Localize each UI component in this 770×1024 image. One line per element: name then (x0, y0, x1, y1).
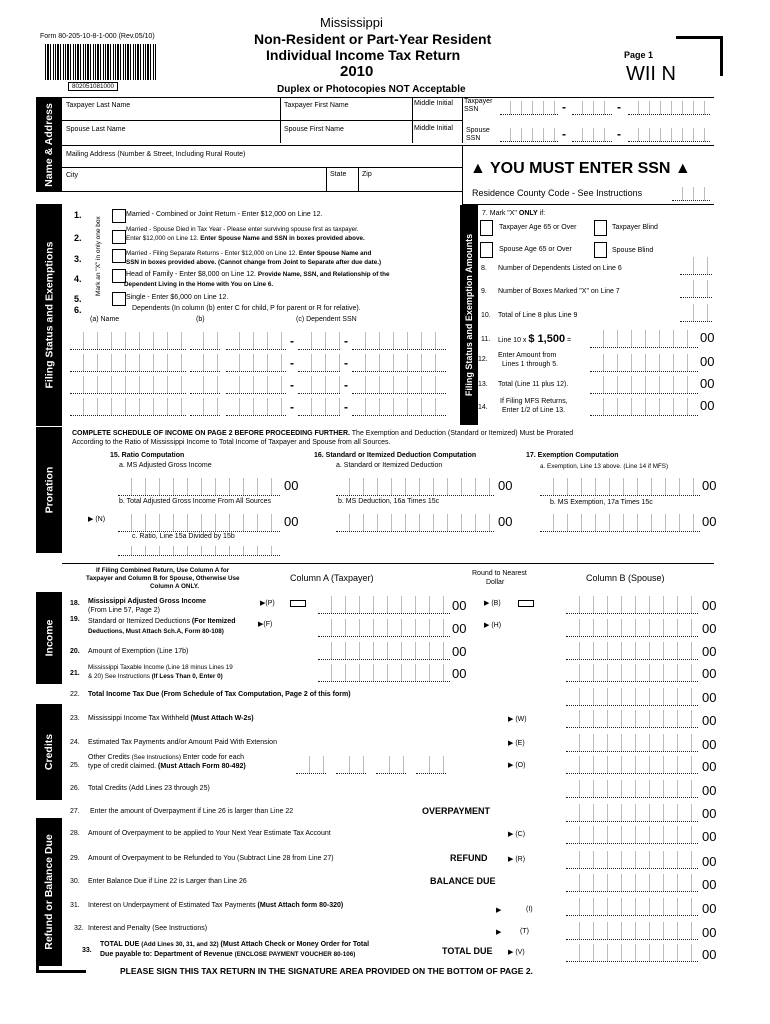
dependent-ssn-part2[interactable] (298, 354, 340, 372)
county-code-input[interactable] (672, 187, 710, 201)
line26-text: Total Credits (Add Lines 23 through 25) (88, 785, 210, 792)
line13-text: Total (Line 11 plus 12). (498, 381, 569, 388)
must-enter-ssn: ▲ YOU MUST ENTER SSN ▲ (470, 160, 691, 177)
line5-text: Single - Enter $6,000 on Line 12. (126, 294, 229, 301)
play-arrow-icon: ▶ (508, 949, 514, 956)
triangle-icon: ▲ (470, 160, 486, 177)
credit-code-4[interactable] (416, 756, 446, 774)
line15a-input[interactable] (118, 478, 280, 496)
dependent-ssn-part1[interactable] (226, 332, 286, 350)
balance-due-label: BALANCE DUE (430, 876, 496, 886)
dependent-ssn-part2[interactable] (298, 376, 340, 394)
line2-text: Enter $12,000 on Line 12. Enter Spouse Name and SSN in boxes provided above. (126, 235, 365, 242)
state-label: State (330, 171, 347, 178)
dependent-ssn-part1[interactable] (226, 354, 286, 372)
spouse-first-label: Spouse First Name (284, 126, 344, 133)
line18-p-box[interactable] (290, 600, 306, 607)
side-income: Income (36, 592, 62, 684)
line23-text: Mississippi Income Tax Withheld (Must Attach W-2s) (88, 715, 254, 722)
col-b: (b) (196, 316, 205, 323)
line21-col-a[interactable] (318, 664, 450, 682)
line19-col-b[interactable] (566, 619, 698, 637)
line30-input[interactable] (566, 874, 698, 892)
line24-text: Estimated Tax Payments and/or Amount Paid With Extension (88, 739, 277, 746)
line22-text: Total Income Tax Due (From Schedule of Tax Computation, Page 2 of this form) (88, 691, 351, 698)
column-b-header: Column B (Spouse) (586, 573, 665, 583)
line6-text: Dependents (In column (b) enter C for child, P for parent or R for relative). (132, 305, 361, 312)
taxpayer-ssn-part2[interactable] (572, 101, 612, 115)
line12-text: Lines 1 through 5. (502, 361, 559, 368)
line1-text: Married - Combined or Joint Return - Enter $12,000 on Line 12. (126, 211, 323, 218)
overpayment-label: OVERPAYMENT (422, 806, 491, 816)
play-arrow-icon: ▶ (496, 907, 502, 914)
line24-input[interactable] (566, 734, 698, 752)
spouse-ssn-label: Spouse SSN (466, 127, 490, 142)
spouse-ssn-part1[interactable] (500, 128, 558, 142)
credit-code-2[interactable] (336, 756, 366, 774)
dependent-ssn-part3[interactable] (352, 398, 446, 416)
checkbox-taxpayer-blind[interactable] (594, 220, 607, 236)
line16b-input[interactable] (336, 514, 494, 532)
line30-text: Enter Balance Due if Line 22 is Larger than Line 26 (88, 878, 247, 885)
line10-input[interactable] (680, 304, 712, 322)
line18-col-b[interactable] (566, 596, 698, 614)
col-c-ssn: (c) Dependent SSN (296, 316, 357, 323)
state-name: Mississippi (320, 15, 383, 30)
total-due-label: TOTAL DUE (442, 946, 493, 956)
form-number: Form 80-205-10-8-1-000 (Rev.05/10) (40, 33, 155, 40)
taxpayer-ssn-part3[interactable] (628, 101, 710, 115)
line32-input[interactable] (566, 922, 698, 940)
line17a-input[interactable] (540, 478, 700, 496)
proration-intro: COMPLETE SCHEDULE OF INCOME ON PAGE 2 BEFORE PROCEEDING FURTHER. The Exemption and Deduction (Standard or Itemized) Must be Prorated (72, 430, 574, 437)
line28-input[interactable] (566, 826, 698, 844)
h17: 17. Exemption Computation (526, 452, 619, 459)
line4-text: Dependent Living in the Home with You on Line 6. (124, 281, 274, 288)
spouse-middle-label: Middle Initial (414, 125, 453, 132)
middle-initial-label: Middle Initial (414, 100, 453, 107)
line20-col-b[interactable] (566, 642, 698, 660)
line8-input[interactable] (680, 257, 712, 275)
sign-notice: PLEASE SIGN THIS TAX RETURN IN THE SIGNATURE AREA PROVIDED ON THE BOTTOM OF PAGE 2. (120, 966, 533, 976)
tax-year: 2010 (340, 63, 374, 80)
line25-input[interactable] (566, 756, 698, 774)
checkbox-married-joint[interactable] (112, 209, 126, 223)
barcode (45, 44, 157, 80)
dependent-relation-input[interactable] (190, 398, 220, 416)
line23-input[interactable] (566, 710, 698, 728)
line14-input[interactable] (590, 398, 698, 416)
dependent-ssn-part3[interactable] (352, 354, 446, 372)
taxpayer-last-label: Taxpayer Last Name (66, 102, 131, 109)
checkbox-taxpayer-65[interactable] (480, 220, 493, 236)
line7-label: 7. Mark "X" ONLY if: (482, 210, 546, 217)
col-a-name: (a) Name (90, 316, 120, 323)
dependent-ssn-part1[interactable] (226, 376, 286, 394)
corner-mark-v (720, 36, 723, 76)
play-arrow-icon: ▶ (484, 622, 490, 629)
checkbox-single[interactable] (112, 292, 126, 306)
line27-text: Enter the amount of Overpayment if Line 26 is larger than Line 22 (90, 808, 294, 815)
dependent-ssn-part3[interactable] (352, 376, 446, 394)
line9-text: Number of Boxes Marked "X" on Line 7 (498, 288, 620, 295)
title-line2: Individual Income Tax Return (266, 47, 461, 63)
line9-input[interactable] (680, 280, 712, 298)
dependent-name-input[interactable] (70, 398, 186, 416)
line31-text: Interest on Underpayment of Estimated Tax Payments (Must Attach form 80-320) (88, 902, 344, 909)
residence-label: Residence County Code - See Instructions (472, 188, 643, 198)
form-code: WII N (626, 63, 676, 85)
page-label: Page 1 (624, 50, 654, 60)
line31-input[interactable] (566, 898, 698, 916)
h16: 16. Standard or Itemized Deduction Computation (314, 452, 477, 459)
play-arrow-icon: ▶ (258, 621, 264, 628)
column-a-header: Column A (Taxpayer) (290, 573, 374, 583)
line18-col-a[interactable] (318, 596, 450, 614)
dependent-ssn-part1[interactable] (226, 398, 286, 416)
line27-input[interactable] (566, 804, 698, 822)
line29-input[interactable] (566, 851, 698, 869)
dependent-name-input[interactable] (70, 332, 186, 350)
corner-mark (676, 36, 723, 39)
play-arrow-icon: ▶ (508, 856, 514, 863)
line33-input[interactable] (566, 944, 698, 962)
line21-col-b[interactable] (566, 664, 698, 682)
taxpayer-first-label: Taxpayer First Name (284, 102, 349, 109)
barcode-number: 802051081000 (68, 82, 118, 91)
corner-mark-bl (36, 970, 86, 973)
line19-col-a[interactable] (318, 619, 450, 637)
line29-text: Amount of Overpayment to be Refunded to You (Subtract Line 28 from Line 27) (88, 855, 334, 862)
line28-text: Amount of Overpayment to be applied to Your Next Year Estimate Tax Account (88, 830, 331, 837)
checkbox-spouse-blind[interactable] (594, 242, 607, 258)
spouse-last-label: Spouse Last Name (66, 126, 126, 133)
line14-text: Enter 1/2 of Line 13. (502, 407, 566, 414)
proration-n-code: ▶ (N) (88, 516, 106, 523)
zip-label: Zip (362, 171, 372, 178)
line15c-input[interactable] (118, 546, 280, 556)
dependent-ssn-part3[interactable] (352, 332, 446, 350)
h15: 15. Ratio Computation (110, 452, 185, 459)
refund-label: REFUND (450, 853, 488, 863)
line12-input[interactable] (590, 354, 698, 372)
line33-text: TOTAL DUE (Add Lines 30, 31, and 32) (Must Attach Check or Money Order for Total (100, 941, 370, 948)
side-exemption-amounts: Filing Status and Exemption Amounts (460, 205, 478, 425)
dependent-ssn-part2[interactable] (298, 332, 340, 350)
mark-one-note: Mark an "X" in only one box (95, 216, 102, 296)
checkbox-spouse-65[interactable] (480, 242, 493, 258)
triangle-icon: ▲ (674, 160, 691, 177)
line13-input[interactable] (590, 376, 698, 394)
line8-text: Number of Dependents Listed on Line 6 (498, 265, 622, 272)
spouse-ssn-part3[interactable] (628, 128, 710, 142)
corner-mark-bl-v (36, 942, 39, 972)
line20-text: Amount of Exemption (Line 17b) (88, 648, 189, 655)
credit-code-1[interactable] (296, 756, 326, 774)
side-name-address: Name & Address (36, 97, 62, 192)
play-arrow-icon: ▶ (508, 762, 514, 769)
line10-text: Total of Line 8 plus Line 9 (498, 312, 578, 319)
title-line1: Non-Resident or Part-Year Resident (254, 31, 492, 47)
dependent-relation-input[interactable] (190, 354, 220, 372)
play-arrow-icon: ▶ (260, 600, 266, 607)
line15b-input[interactable] (118, 514, 280, 532)
checkbox-spouse-died[interactable] (112, 230, 126, 244)
side-refund-balance: Refund or Balance Due (36, 818, 62, 966)
spouse-ssn-part2[interactable] (572, 128, 612, 142)
play-arrow-icon: ▶ (484, 600, 490, 607)
line11-input[interactable] (590, 330, 698, 348)
play-arrow-icon: ▶ (496, 929, 502, 936)
play-arrow-icon: ▶ (508, 716, 514, 723)
side-filing-status: Filing Status and Exemptions (36, 204, 62, 426)
line17b-input[interactable] (540, 514, 700, 532)
duplex-note: Duplex or Photocopies NOT Acceptable (277, 84, 466, 95)
side-credits: Credits (36, 704, 62, 800)
checkbox-married-separate[interactable] (112, 249, 126, 263)
line3-text: SSN in boxes provided above. (Cannot change from Joint to Separate after due date.) (126, 259, 382, 266)
line11-text: Line 10 x $ 1,500 = (498, 333, 572, 345)
dependent-ssn-part2[interactable] (298, 398, 340, 416)
side-proration: Proration (36, 427, 62, 553)
mailing-label: Mailing Address (Number & Street, Including Rural Route) (66, 151, 246, 158)
dependent-relation-input[interactable] (190, 332, 220, 350)
dependent-name-input[interactable] (70, 354, 186, 372)
play-arrow-icon: ▶ (508, 740, 514, 747)
taxpayer-ssn-label: Taxpayer SSN (464, 98, 493, 113)
dependent-relation-input[interactable] (190, 376, 220, 394)
play-arrow-icon: ▶ (508, 831, 514, 838)
line16a-input[interactable] (336, 478, 494, 496)
line20-col-a[interactable] (318, 642, 450, 660)
city-label: City (66, 172, 79, 179)
taxpayer-ssn-part1[interactable] (500, 101, 558, 115)
dependent-name-input[interactable] (70, 376, 186, 394)
play-arrow-icon: ▶ (88, 516, 94, 523)
line26-input[interactable] (566, 780, 698, 798)
line22-input[interactable] (566, 688, 698, 706)
line18-b-box[interactable] (518, 600, 534, 607)
credit-code-3[interactable] (376, 756, 406, 774)
line32-text: Interest and Penalty (See Instructions) (88, 925, 208, 932)
